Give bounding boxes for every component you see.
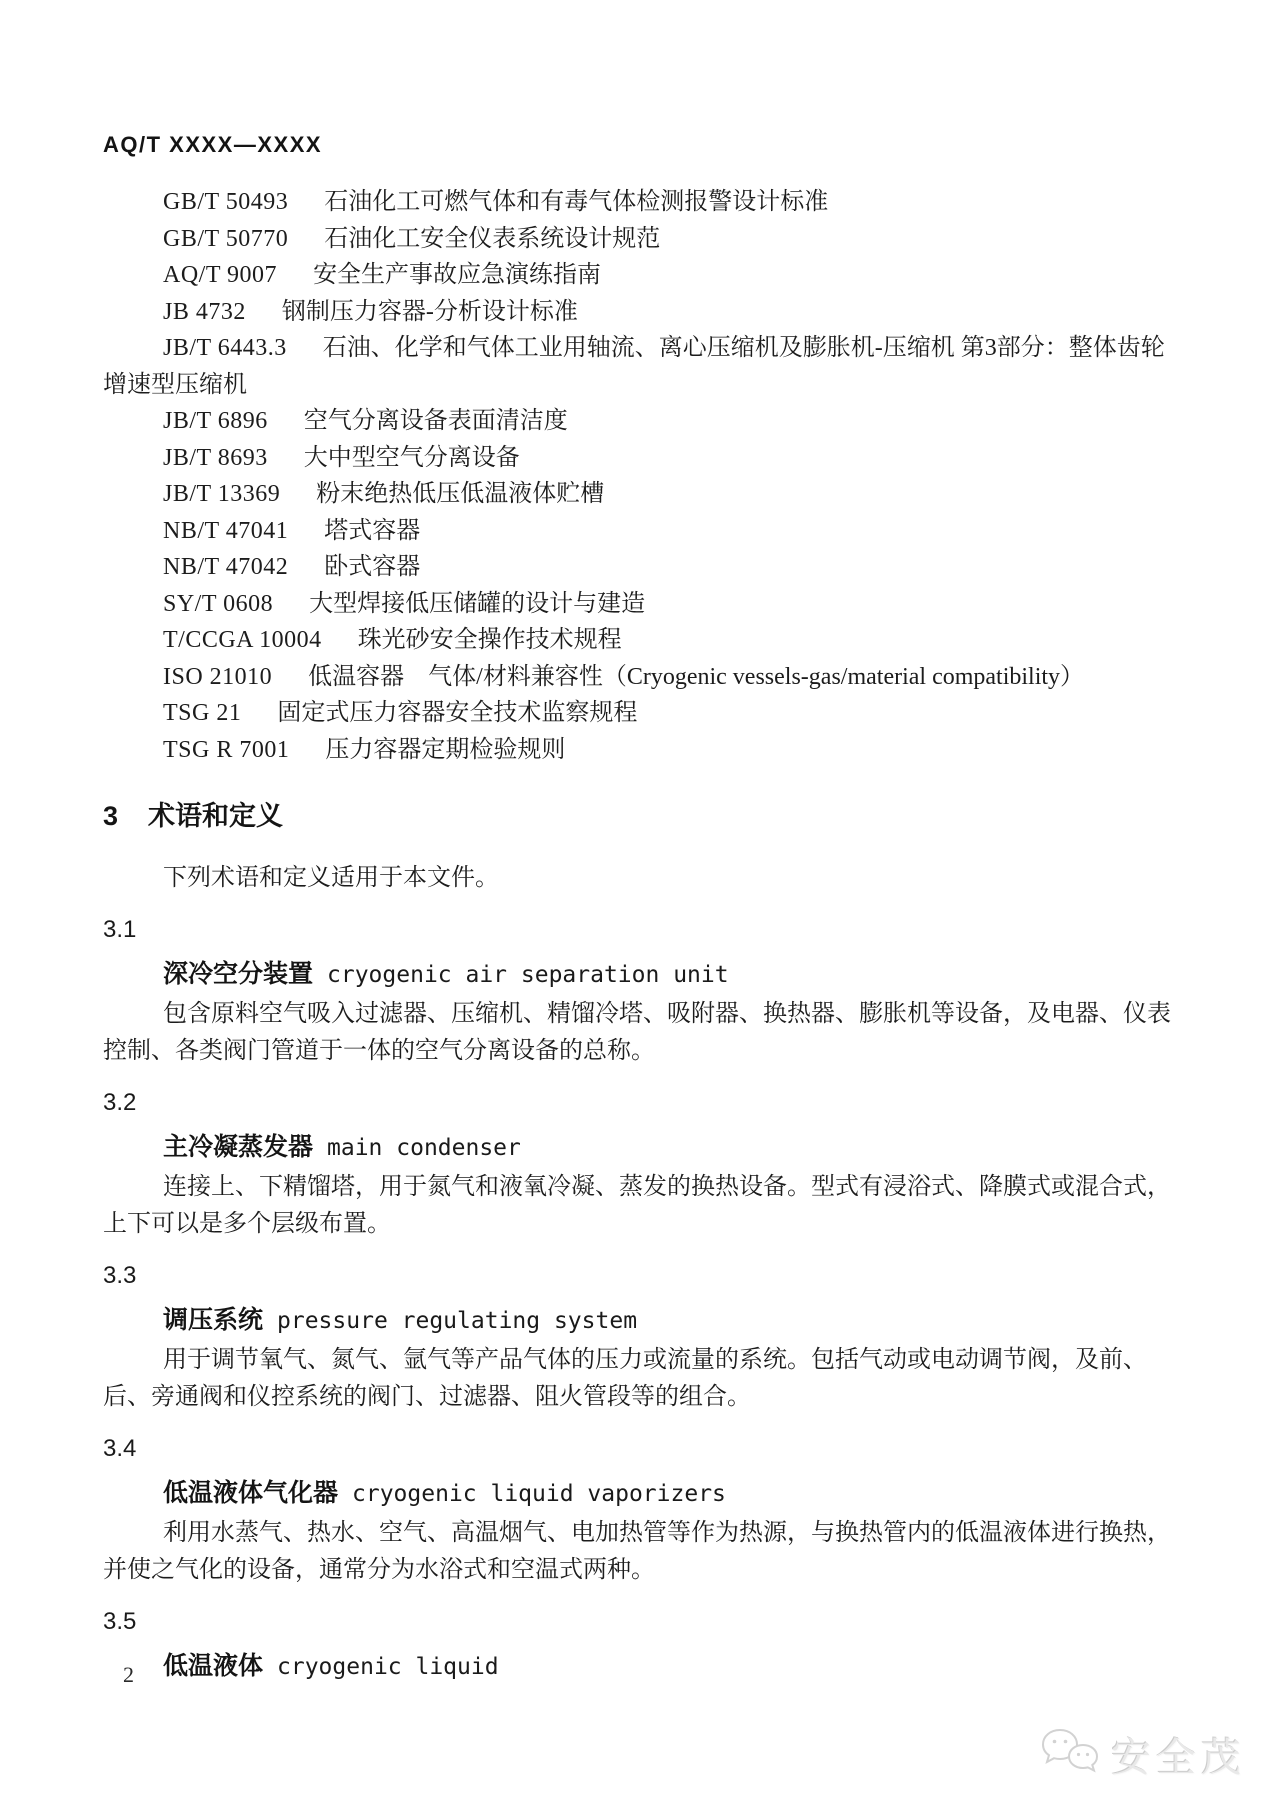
reference-code: JB/T 6896 [163, 408, 268, 434]
reference-code: JB 4732 [163, 298, 246, 325]
reference-title: 塔式容器 [324, 517, 421, 544]
reference-title: 压力容器定期检验规则 [325, 736, 566, 763]
term-block [103, 1085, 1178, 1242]
reference-item [103, 403, 1178, 440]
reference-code: NB/T 47041 [163, 517, 289, 544]
term-heading [103, 956, 1178, 996]
term-zh-label: 主冷凝蒸发器 [163, 1133, 314, 1161]
reference-code: AQ/T 9007 [163, 262, 278, 288]
reference-item [103, 294, 1178, 331]
reference-title: 低温容器 气体/材料兼容性（Cryogenic vessels-gas/material compatibility） [308, 663, 1085, 690]
watermark-label: 安全茂 [1111, 1736, 1246, 1780]
term-number: 3.3 [103, 1262, 137, 1289]
section-heading [103, 798, 1178, 834]
section-number: 3 [103, 801, 119, 831]
term-number: 3.5 [103, 1608, 137, 1635]
term-definition: 连接上、下精馏塔，用于氮气和液氧冷凝、蒸发的换热设备。型式有浸浴式、降膜式或混合式，上下可以是多个层级布置。 [103, 1174, 1171, 1237]
reference-item [103, 221, 1178, 258]
reference-item [103, 257, 1178, 294]
term-zh-label: 低温液体 [163, 1652, 264, 1680]
term-zh-label: 调压系统 [163, 1306, 264, 1334]
reference-item [103, 732, 1178, 769]
reference-title: 钢制压力容器-分析设计标准 [281, 298, 578, 325]
reference-item [103, 695, 1178, 732]
reference-title: 大中型空气分离设备 [303, 444, 520, 471]
reference-title: 固定式压力容器安全技术监察规程 [277, 700, 638, 726]
section-intro: 下列术语和定义适用于本文件。 [163, 865, 499, 891]
reference-title: 安全生产事故应急演练指南 [313, 262, 602, 288]
term-zh-label: 深冷空分装置 [163, 960, 314, 988]
term-en-label: cryogenic air separation unit [327, 962, 729, 988]
reference-item [103, 586, 1178, 623]
reference-code: GB/T 50493 [163, 189, 289, 215]
term-en-label: main condenser [327, 1135, 521, 1161]
reference-title: 粉末绝热低压低温液体贮槽 [316, 481, 605, 507]
reference-code: TSG 21 [163, 700, 242, 726]
term-block [103, 1604, 1178, 1688]
term-heading [103, 1475, 1178, 1515]
reference-item [103, 513, 1178, 550]
reference-item [103, 476, 1178, 513]
watermark [1039, 1726, 1246, 1783]
reference-title: 石油化工安全仪表系统设计规范 [324, 225, 661, 252]
term-definition: 利用水蒸气、热水、空气、高温烟气、电加热管等作为热源，与换热管内的低温液体进行换热，并使之气化的设备，通常分为水浴式和空温式两种。 [103, 1520, 1171, 1583]
term-number: 3.2 [103, 1089, 137, 1116]
page-number: 2 [123, 1662, 134, 1687]
term-definition: 用于调节氧气、氮气、氩气等产品气体的压力或流量的系统。包括气动或电动调节阀，及前、后、旁通阀和仪控系统的阀门、过滤器、阻火管段等的组合。 [103, 1347, 1147, 1410]
term-en-label: cryogenic liquid [277, 1654, 499, 1680]
term-block [103, 1431, 1178, 1588]
reference-code: ISO 21010 [163, 663, 273, 690]
term-zh-label: 低温液体气化器 [163, 1479, 339, 1507]
term-block [103, 912, 1178, 1069]
reference-code: JB/T 8693 [163, 444, 268, 471]
reference-title: 石油化工可燃气体和有毒气体检测报警设计标准 [324, 189, 829, 215]
reference-item [103, 330, 1178, 403]
reference-item [103, 184, 1178, 221]
term-number: 3.1 [103, 916, 137, 943]
reference-title: 珠光砂安全操作技术规程 [357, 627, 622, 653]
reference-code: GB/T 50770 [163, 225, 289, 252]
references-list [103, 184, 1178, 768]
section-title: 术语和定义 [148, 801, 284, 831]
reference-code: NB/T 47042 [163, 554, 289, 580]
reference-code: JB/T 6443.3 [163, 335, 287, 361]
term-heading [103, 1302, 1178, 1342]
wechat-chat-bubbles-icon [1039, 1727, 1101, 1782]
reference-title: 卧式容器 [324, 554, 421, 580]
reference-code: JB/T 13369 [163, 481, 281, 507]
reference-item [103, 659, 1178, 696]
term-number: 3.4 [103, 1435, 137, 1462]
terms-list [103, 912, 1178, 1688]
reference-item [103, 440, 1178, 477]
reference-code: TSG R 7001 [163, 736, 290, 763]
reference-code: T/CCGA 10004 [163, 627, 322, 653]
term-heading [103, 1648, 1178, 1688]
term-block [103, 1258, 1178, 1415]
reference-code: SY/T 0608 [163, 590, 274, 617]
standard-code-header: AQ/T XXXX—XXXX [103, 132, 323, 157]
term-heading [103, 1129, 1178, 1169]
reference-title: 石油、化学和气体工业用轴流、离心压缩机及膨胀机-压缩机 第3部分：整体齿轮增速型压缩机 [103, 335, 1165, 398]
reference-item [103, 622, 1178, 659]
reference-title: 空气分离设备表面清洁度 [303, 408, 568, 434]
term-en-label: cryogenic liquid vaporizers [352, 1481, 726, 1507]
term-en-label: pressure regulating system [277, 1308, 638, 1334]
reference-item [103, 549, 1178, 586]
reference-title: 大型焊接低压储罐的设计与建造 [309, 590, 646, 617]
term-definition: 包含原料空气吸入过滤器、压缩机、精馏冷塔、吸附器、换热器、膨胀机等设备，及电器、仪表控制、各类阀门管道于一体的空气分离设备的总称。 [103, 1001, 1171, 1064]
